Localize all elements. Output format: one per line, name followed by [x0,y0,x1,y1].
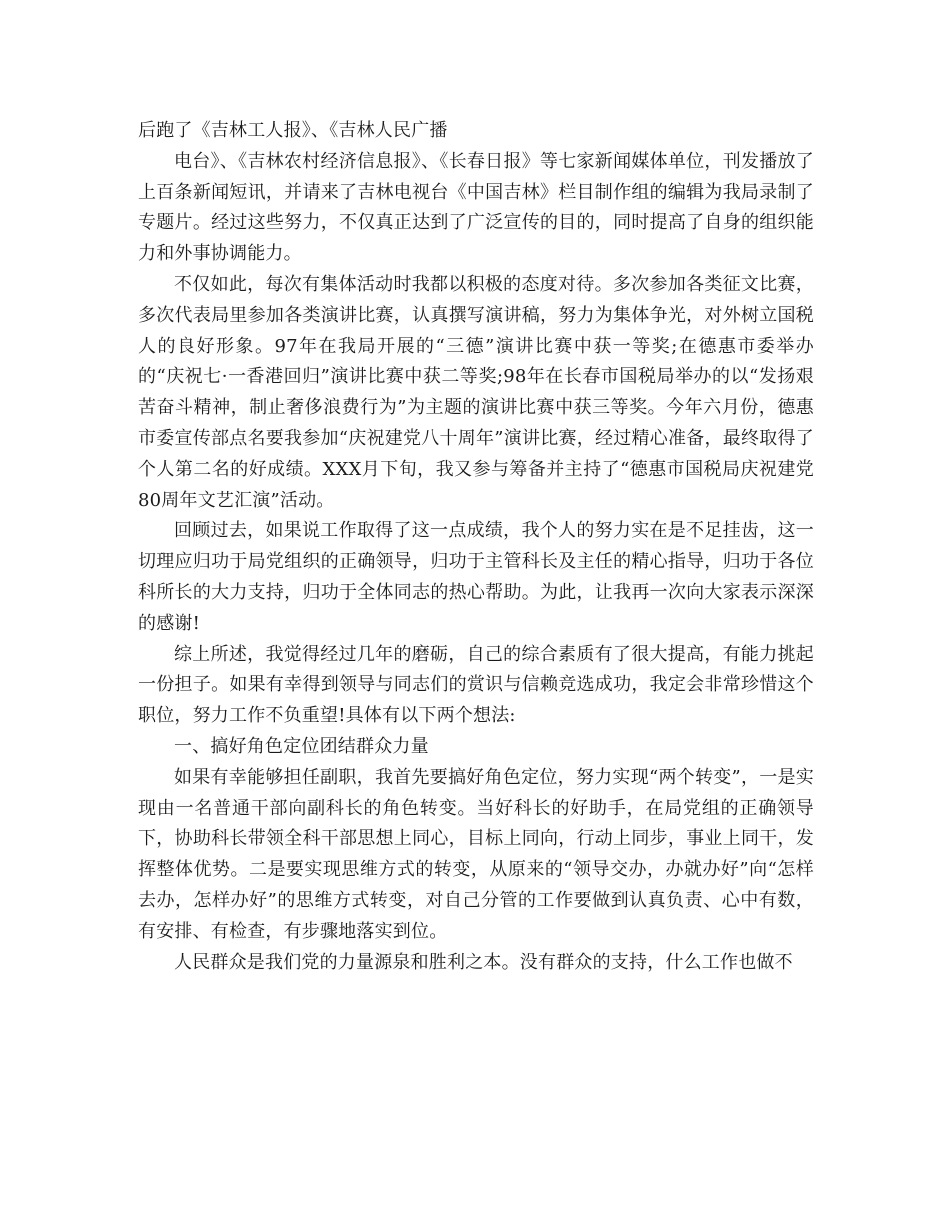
paragraph-media-publicity: 电台》、《吉林农村经济信息报》、《长春日报》等七家新闻媒体单位，刊发播放了上百条新闻短讯，并请来了吉林电视台《中国吉林》栏目制作组的编辑为我局录制了专题片。经过这些努力，不仅真正达到了广泛宣传的目的，同时提高了自身的组织能力和外事协调能力。 [138,150,814,265]
paragraph-looking-back: 回顾过去，如果说工作取得了这一点成绩，我个人的努力实在是不足挂齿，这一切理应归功于局党组织的正确领导，归功于主管科长及主任的精心指导，归功于各位科所长的大力支持，归功于全体同志的热心帮助。为此，让我再一次向大家表示深深的感谢! [138,520,814,634]
document-page [138,116,814,978]
paragraph-summary: 综上所述，我觉得经过几年的磨砺，自己的综合素质有了很大提高，有能力挑起一份担子。如果有幸得到领导与同志们的赏识与信赖竞选成功，我定会非常珍惜这个职位，努力工作不负重望!具体有以下两个想法: [138,643,814,727]
paragraph-role-positioning: 如果有幸能够担任副职，我首先要搞好角色定位，努力实现“两个转变”，一是实现由一名普通干部向副科长的角色转变。当好科长的好助手，在局党组的正确领导下，协助科长带领全科干部思想上同心，目标上同向，行动上同步，事业上同干，发挥整体优势。二是要实现思维方式的转变，从原来的“领导交办，办就办好”向“怎样去办，怎样办好”的思维方式转变，对自己分管的工作要做到认真负责、心中有数，有安排、有检查，有步骤地落实到位。 [138,766,814,942]
paragraph-speech-contests: 不仅如此，每次有集体活动时我都以积极的态度对待。多次参加各类征文比赛，多次代表局里参加各类演讲比赛，认真撰写演讲稿，努力为集体争光，对外树立国税人的良好形象。97年在我局开展的“三德”演讲比赛中获一等奖;在德惠市委举办的“庆祝七·一香港回归”演讲比赛中获二等奖;98年在长春市国税局举办的以“发扬艰苦奋斗精神，制止奢侈浪费行为”为主题的演讲比赛中获三等奖。今年六月份，德惠市委宣传部点名要我参加“庆祝建党八十周年”演讲比赛，经过精心准备，最终取得了个人第二名的好成绩。XXX月下旬，我又参与筹备并主持了“德惠市国税局庆祝建党80周年文艺汇演”活动。 [138,273,814,511]
section-heading-role: 一、搞好角色定位团结群众力量 [174,735,429,757]
paragraph-continuation: 后跑了《吉林工人报》、《吉林人民广播 [138,120,448,141]
paragraph-masses: 人民群众是我们党的力量源泉和胜利之本。没有群众的支持，什么工作也做不 [174,951,793,973]
